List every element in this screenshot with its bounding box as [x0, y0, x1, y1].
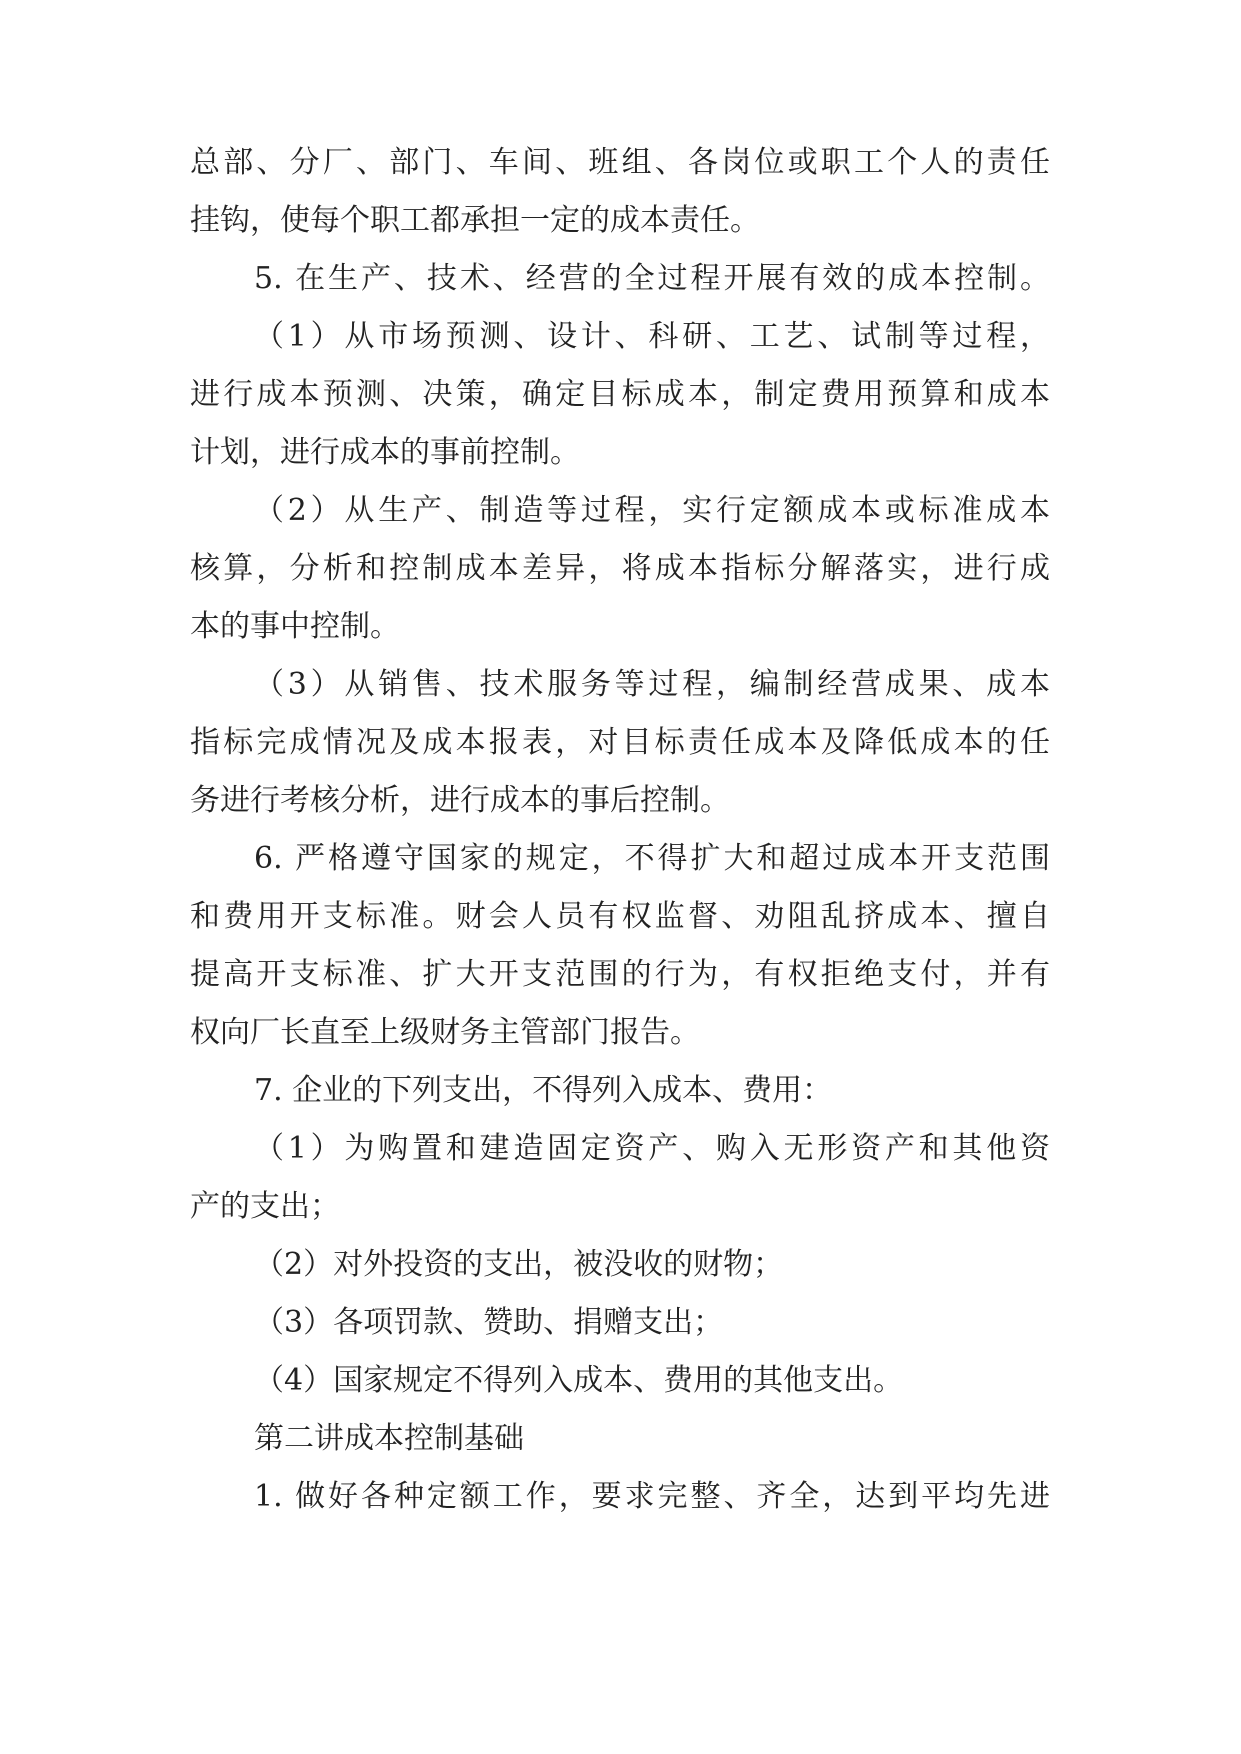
text-line: 5. 在生产、技术、经营的全过程开展有效的成本控制。	[254, 261, 1050, 296]
text-line: 核算，分析和控制成本差异，将成本指标分解落实，进行成	[190, 551, 1050, 586]
text-line: （3）各项罚款、赞助、捐赠支出；	[254, 1305, 724, 1340]
text-line: （4）国家规定不得列入成本、费用的其他支出。	[254, 1363, 904, 1398]
text-line: 务进行考核分析，进行成本的事后控制。	[190, 783, 730, 818]
text-line: 7. 企业的下列支出，不得列入成本、费用：	[254, 1073, 833, 1108]
text-line: 指标完成情况及成本报表，对目标责任成本及降低成本的任	[190, 725, 1050, 760]
text-line: 总部、分厂、部门、车间、班组、各岗位或职工个人的责任	[190, 145, 1050, 180]
text-line: （2）从生产、制造等过程，实行定额成本或标准成本	[254, 493, 1050, 528]
text-line: 挂钩，使每个职工都承担一定的成本责任。	[190, 203, 760, 238]
text-line: 1. 做好各种定额工作，要求完整、齐全，达到平均先进	[254, 1479, 1050, 1514]
section-heading: 第二讲成本控制基础	[254, 1421, 524, 1456]
text-line: （2）对外投资的支出，被没收的财物；	[254, 1247, 784, 1282]
text-line: 和费用开支标准。财会人员有权监督、劝阻乱挤成本、擅自	[190, 899, 1050, 934]
text-line: 计划，进行成本的事前控制。	[190, 435, 580, 470]
text-line: （3）从销售、技术服务等过程，编制经营成果、成本	[254, 667, 1050, 702]
text-line: 本的事中控制。	[190, 609, 400, 644]
text-line: 产的支出；	[190, 1189, 340, 1224]
text-line: （1）从市场预测、设计、科研、工艺、试制等过程，	[254, 319, 1050, 354]
text-line: 进行成本预测、决策，确定目标成本，制定费用预算和成本	[190, 377, 1050, 412]
text-line: 6. 严格遵守国家的规定，不得扩大和超过成本开支范围	[254, 841, 1050, 876]
text-line: 提高开支标准、扩大开支范围的行为，有权拒绝支付，并有	[190, 957, 1050, 992]
text-line: 权向厂长直至上级财务主管部门报告。	[190, 1015, 700, 1050]
text-line: （1）为购置和建造固定资产、购入无形资产和其他资	[254, 1131, 1050, 1166]
